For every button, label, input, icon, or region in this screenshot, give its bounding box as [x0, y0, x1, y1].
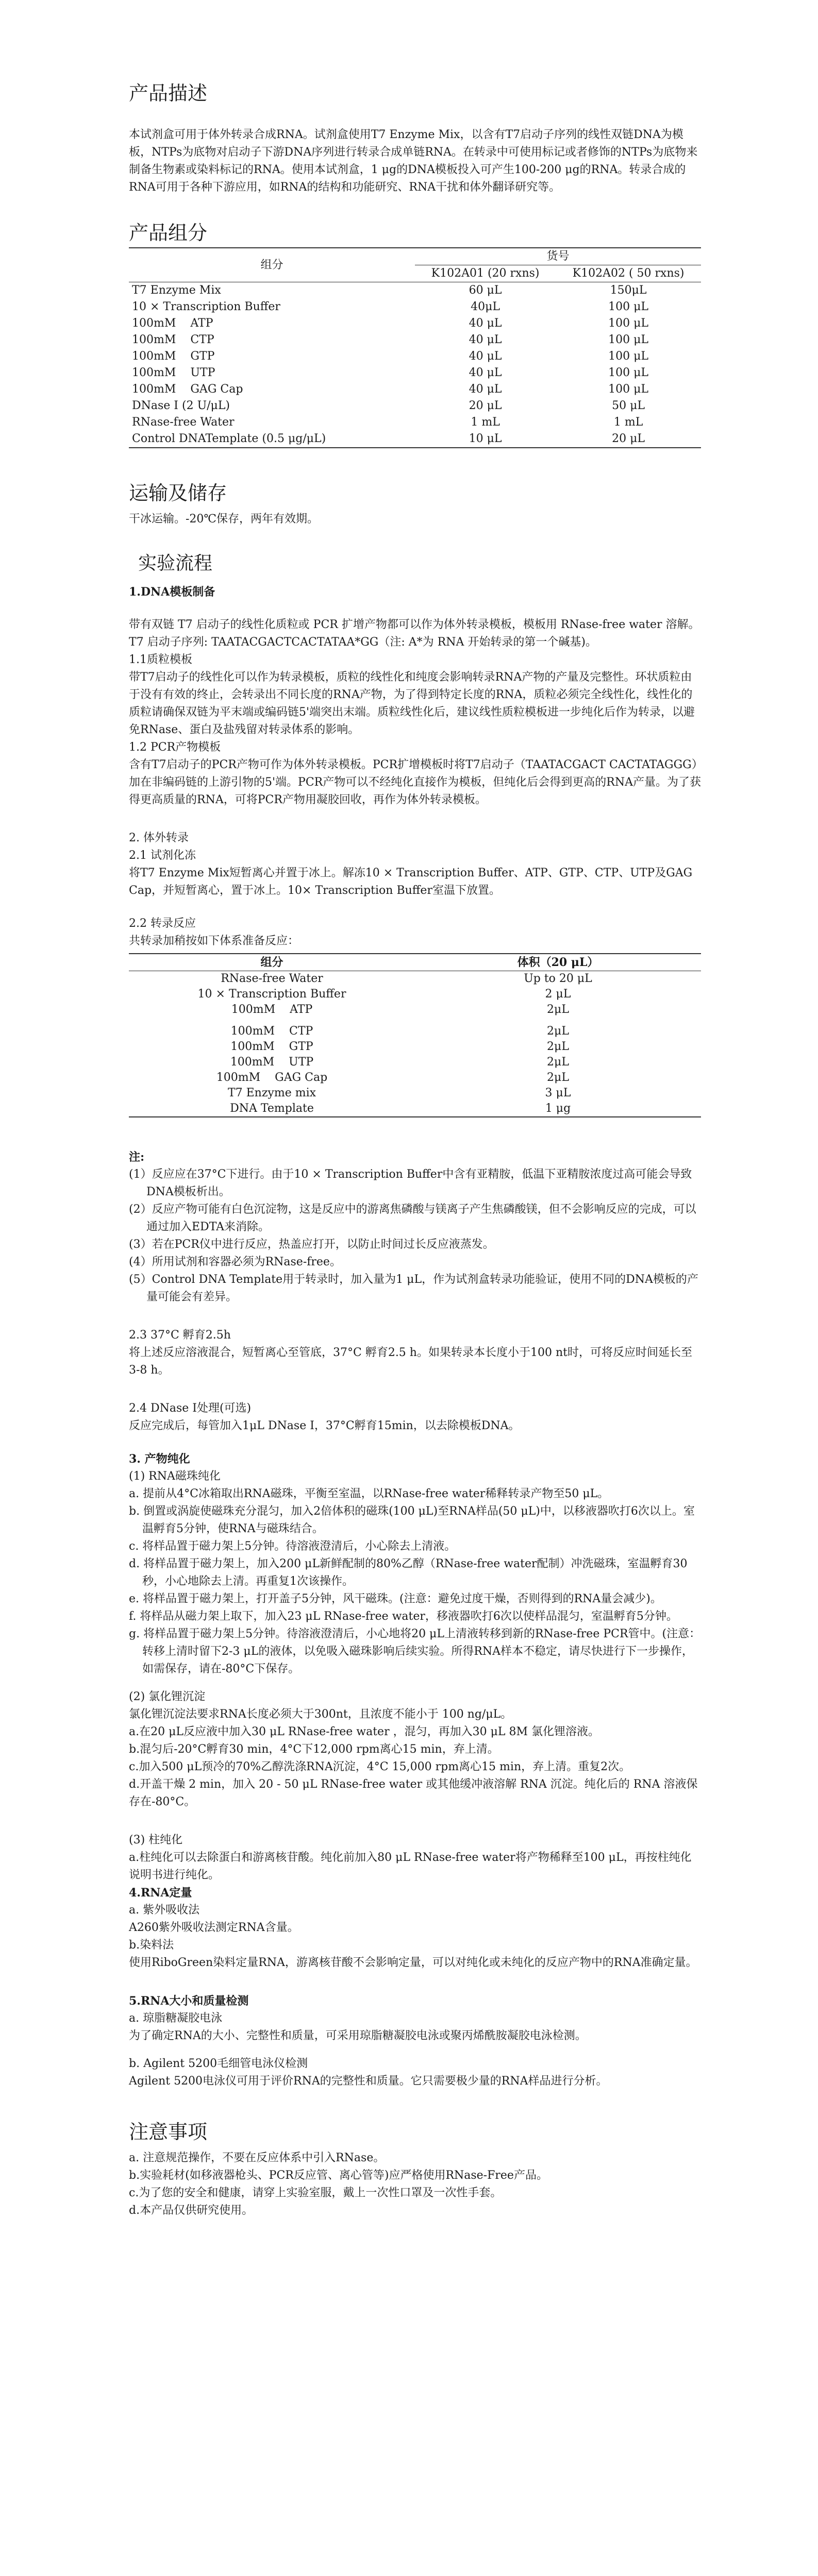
product-description-text: 本试剂盒可用于体外转录合成RNA。试剂盒使用T7 Enzyme Mix，以含有T7启动子序列的线性双链DNA为模板，NTPs为底物对启动子下游DNA序列进行转录合成单链RNA。在转录中可使用标记或者修饰的NTPs为底物来制备生物素或染料标记的RNA。使用本试剂盒，1 μg的DNA模板投入可产生100-200 μg的RNA。转录合成的RNA可用于各种下游应用，如RNA的结构和功能研究、RNA干扰和体外翻译研究等。	[129, 128, 698, 194]
list-item: (2）反应产物可能有白色沉淀物，这是反应中的游离焦磷酸与镁离子产生焦磷酸镁，但不会影响反应的完成，可以通过加入EDTA来消除。	[129, 1203, 696, 1233]
list-item: b.实验耗材(如移液器枪头、PCR反应管、离心管等)应严格使用RNase-Free产品。	[129, 2169, 548, 2182]
list-item: a. 注意规范操作，不要在反应体系中引入RNase。	[129, 2151, 385, 2164]
components-heading: 产品组分	[129, 222, 208, 244]
col-sku-a: K102A01 (20 rxns)	[415, 265, 556, 282]
section-1-title: 1.DNA模板制备	[129, 585, 215, 599]
col-sku: 货号	[415, 248, 701, 265]
col-component: 组分	[129, 248, 415, 282]
document-page	[129, 77, 701, 2219]
table-row: RNase-free Water 1 mL 1 mL	[132, 416, 643, 429]
list-item: b. 倒置或涡旋使磁珠充分混匀，加入2倍体积的磁珠(100 μL)至RNA样品(50 μL)中，以移液器吹打6次以上。室温孵育5分钟，使RNA与磁珠结合。	[129, 1505, 695, 1535]
section-5-a-text: 为了确定RNA的大小、完整性和质量，可采用琼脂糖凝胶电泳或聚丙烯酰胺凝胶电泳检测。	[129, 2029, 587, 2042]
table-row: RNase-free Water Up to 20 μL	[221, 972, 592, 985]
section-2-4-text: 反应完成后，每管加入1μL DNase I，37°C孵育15min，以去除模板DNA。	[129, 1419, 520, 1432]
table-row: 100mM GTP 2μL	[230, 1040, 569, 1053]
storage-heading: 运输及储存	[129, 482, 227, 504]
table-row: 100mM UTP 40 μL 100 μL	[132, 366, 649, 379]
section-1-2-title: 1.2 PCR产物模板	[129, 741, 221, 754]
reaction-table	[129, 953, 701, 1117]
table-row: 100mM GTP 40 μL 100 μL	[132, 350, 649, 363]
table-row: 10 × Transcription Buffer 2 μL	[197, 988, 571, 1001]
section-5-b-title: b. Agilent 5200毛细管电泳仪检测	[129, 2057, 308, 2070]
table-row: 100mM GAG Cap 2μL	[216, 1071, 569, 1084]
section-2-3-title: 2.3 37°C 孵育2.5h	[129, 1329, 231, 1342]
list-item: (4）所用试剂和容器必须为RNase-free。	[129, 1256, 341, 1268]
list-item: (5）Control DNA Template用于转录时，加入量为1 μL，作为试剂盒转录功能验证，使用不同的DNA模板的产量可能会有差异。	[129, 1273, 698, 1303]
section-4-a-text: A260紫外吸收法测定RNA含量。	[129, 1921, 299, 1934]
product-description-heading: 产品描述	[129, 82, 208, 105]
table-row: 100mM CTP 2μL	[230, 1025, 569, 1038]
section-4-a-title: a. 紫外吸收法	[129, 1904, 200, 1917]
col-component: 组分	[129, 954, 415, 971]
section-3-2-intro: 氯化锂沉淀法要求RNA长度必须大于300nt，且浓度不能小于 100 ng/μL。	[129, 1708, 512, 1721]
section-3-1-title: (1) RNA磁珠纯化	[129, 1470, 221, 1483]
list-item: d.开盖干燥 2 min，加入 20 - 50 μL RNase-free water 或其他缓冲液溶解 RNA 沉淀。纯化后的 RNA 溶液保存在-80°C。	[129, 1778, 698, 1808]
table-row: T7 Enzyme Mix 60 μL 150μL	[132, 284, 647, 297]
section-1-1-title: 1.1质粒模板	[129, 653, 192, 666]
table-row: 10 × Transcription Buffer 40μL 100 μL	[132, 300, 649, 313]
table-row: DNase I (2 U/μL) 20 μL 50 μL	[132, 399, 645, 412]
table-row: 100mM ATP 40 μL 100 μL	[132, 317, 649, 330]
list-item: c.加入500 μL预冷的70%乙醇洗涤RNA沉淀，4°C 15,000 rpm离心15 min，弃上清。重复2次。	[129, 1760, 631, 1773]
list-item: (3）若在PCR仪中进行反应，热盖应打开，以防止时间过长反应液蒸发。	[129, 1238, 494, 1251]
section-4-title: 4.RNA定量	[129, 1886, 192, 1900]
section-2-2-title: 2.2 转录反应	[129, 917, 196, 930]
section-3-3-text: a.柱纯化可以去除蛋白和游离核苷酸。纯化前加入80 μL RNase-free water将产物稀释至100 μL，再按柱纯化说明书进行纯化。	[129, 1851, 692, 1882]
section-2-3-text: 将上述反应溶液混合，短暂离心至管底，37°C 孵育2.5 h。如果转录本长度小于100 nt时，可将反应时间延长至3-8 h。	[129, 1346, 692, 1377]
section-3-2-title: (2) 氯化锂沉淀	[129, 1690, 206, 1703]
list-item: a. 提前从4°C冰箱取出RNA磁珠，平衡至室温，以RNase-free water稀释转录产物至50 μL。	[129, 1487, 609, 1500]
protocol-heading: 实验流程	[138, 553, 213, 574]
list-item: g. 将样品置于磁力架上5分钟。待溶液澄清后，小心地将20 μL上清液转移到新的RNase-free PCR管中。(注意：转移上清时留下2-3 μL的液体，以免吸入磁珠影响后续实验。所得RNA样本不稳定，请尽快进行下一步操作，如需保存，请在-80°C下保存。	[129, 1628, 701, 1675]
table-row: 100mM ATP 2μL	[231, 1003, 569, 1016]
section-5-title: 5.RNA大小和质量检测	[129, 1994, 249, 2008]
section-4-b-title: b.染料法	[129, 1939, 174, 1952]
section-2-4-title: 2.4 DNase I处理(可选)	[129, 1402, 252, 1415]
storage-text: 干冰运输。-20℃保存，两年有效期。	[129, 513, 319, 526]
section-1-text: 带有双链 T7 启动子的线性化质粒或 PCR 扩增产物都可以作为体外转录模板，模板用 RNase-free water 溶解。	[129, 618, 700, 631]
list-item: a.在20 μL反应液中加入30 μL RNase-free water ，混匀，再加入30 μL 8M 氯化锂溶液。	[129, 1725, 599, 1738]
section-2-title: 2. 体外转录	[129, 832, 189, 844]
table-row: DNA Template 1 μg	[129, 1101, 701, 1117]
table-row: Control DNATemplate (0.5 μg/μL) 10 μL 20 μL	[129, 431, 701, 448]
list-item: c. 将样品置于磁力架上5分钟。待溶液澄清后，小心除去上清液。	[129, 1540, 456, 1553]
section-2-1-text: 将T7 Enzyme Mix短暂离心并置于冰上。解冻10 × Transcription Buffer、ATP、GTP、CTP、UTP及GAG Cap，并短暂离心，置于冰上。10× Transcription Buffer室温下放置。	[129, 867, 693, 897]
section-2-1-title: 2.1 试剂化冻	[129, 849, 196, 862]
section-1-2-text: 含有T7启动子的PCR产物可作为体外转录模板。PCR扩增模板时将T7启动子（TAATACGACT CACTATAGGG）加在非编码链的上游引物的5'端。PCR产物可以不经纯化直接作为模板，但纯化后会得到更高的RNA产量。为了获得更高质量的RNA，可将PCR产物用凝胶回收，再作为体外转录模板。	[129, 758, 701, 806]
section-4-b-text: 使用RiboGreen染料定量RNA，游离核苷酸不会影响定量，可以对纯化或未纯化的反应产物中的RNA准确定量。	[129, 1956, 697, 1969]
reaction-intro: 共转录加稍按如下体系准备反应：	[129, 935, 299, 947]
table-row: T7 Enzyme mix 3 μL	[227, 1087, 571, 1099]
components-table	[129, 247, 701, 448]
list-item: b.混匀后-20°C孵育30 min，4°C下12,000 rpm离心15 min，弃上清。	[129, 1743, 499, 1756]
section-5-a-title: a. 琼脂糖凝胶电泳	[129, 2012, 223, 2025]
list-item: (1）反应应在37°C下进行。由于10 × Transcription Buffer中含有亚精胺，低温下亚精胺浓度过高可能会导致DNA模板析出。	[129, 1168, 692, 1198]
notes-list	[129, 1166, 701, 1306]
section-3-3-title: (3) 柱纯化	[129, 1834, 183, 1846]
section-3-title: 3. 产物纯化	[129, 1452, 190, 1466]
list-item: c.为了您的安全和健康，请穿上实验室服，戴上一次性口罩及一次性手套。	[129, 2187, 502, 2199]
col-sku-b: K102A02 ( 50 rxns)	[556, 265, 701, 282]
section-1-1-text: 带T7启动子的线性化可以作为转录模板，质粒的线性化和纯度会影响转录RNA产物的产量及完整性。环状质粒由于没有有效的终止，会转录出不同长度的RNA产物，为了得到特定长度的RNA，质粒必须完全线性化，线性化的质粒请确保双链为平末端或编码链5'端突出末端。质粒线性化后，建议线性质粒模板进一步纯化后作为转录，以避免RNase、蛋白及盐残留对转录体系的影响。	[129, 671, 695, 736]
col-volume: 体积（20 μL）	[415, 954, 701, 971]
table-row: 100mM UTP 2μL	[230, 1056, 569, 1069]
t7-promoter-sequence: T7 启动子序列: TAATACGACTCACTATAA*GG（注: A*为 RNA 开始转录的第一个碱基)。	[129, 636, 597, 649]
list-item: e. 将样品置于磁力架上，打开盖子5分钟，风干磁珠。(注意：避免过度干燥，否则得到的RNA量会减少)。	[129, 1592, 662, 1605]
licl-steps	[129, 1723, 701, 1811]
list-item: f. 将样品从磁力架上取下，加入23 μL RNase-free water，移液器吹打6次以使样品混匀，室温孵育5分钟。	[129, 1610, 678, 1623]
list-item: d.本产品仅供研究使用。	[129, 2204, 254, 2217]
precautions-heading: 注意事项	[129, 2121, 208, 2143]
table-row: 100mM CTP 40 μL 100 μL	[132, 333, 649, 346]
list-item: d. 将样品置于磁力架上，加入200 μL新鲜配制的80%乙醇（RNase-free water配制）冲洗磁珠，室温孵育30秒，小心地除去上清。再重复1次该操作。	[129, 1557, 688, 1588]
magnetic-bead-steps	[129, 1485, 701, 1678]
notes-title: 注:	[129, 1150, 145, 1164]
table-row: 100mM GAG Cap 40 μL 100 μL	[132, 383, 649, 396]
section-5-b-text: Agilent 5200电泳仪可用于评价RNA的完整性和质量。它只需要极少量的RNA样品进行分析。	[129, 2075, 608, 2088]
